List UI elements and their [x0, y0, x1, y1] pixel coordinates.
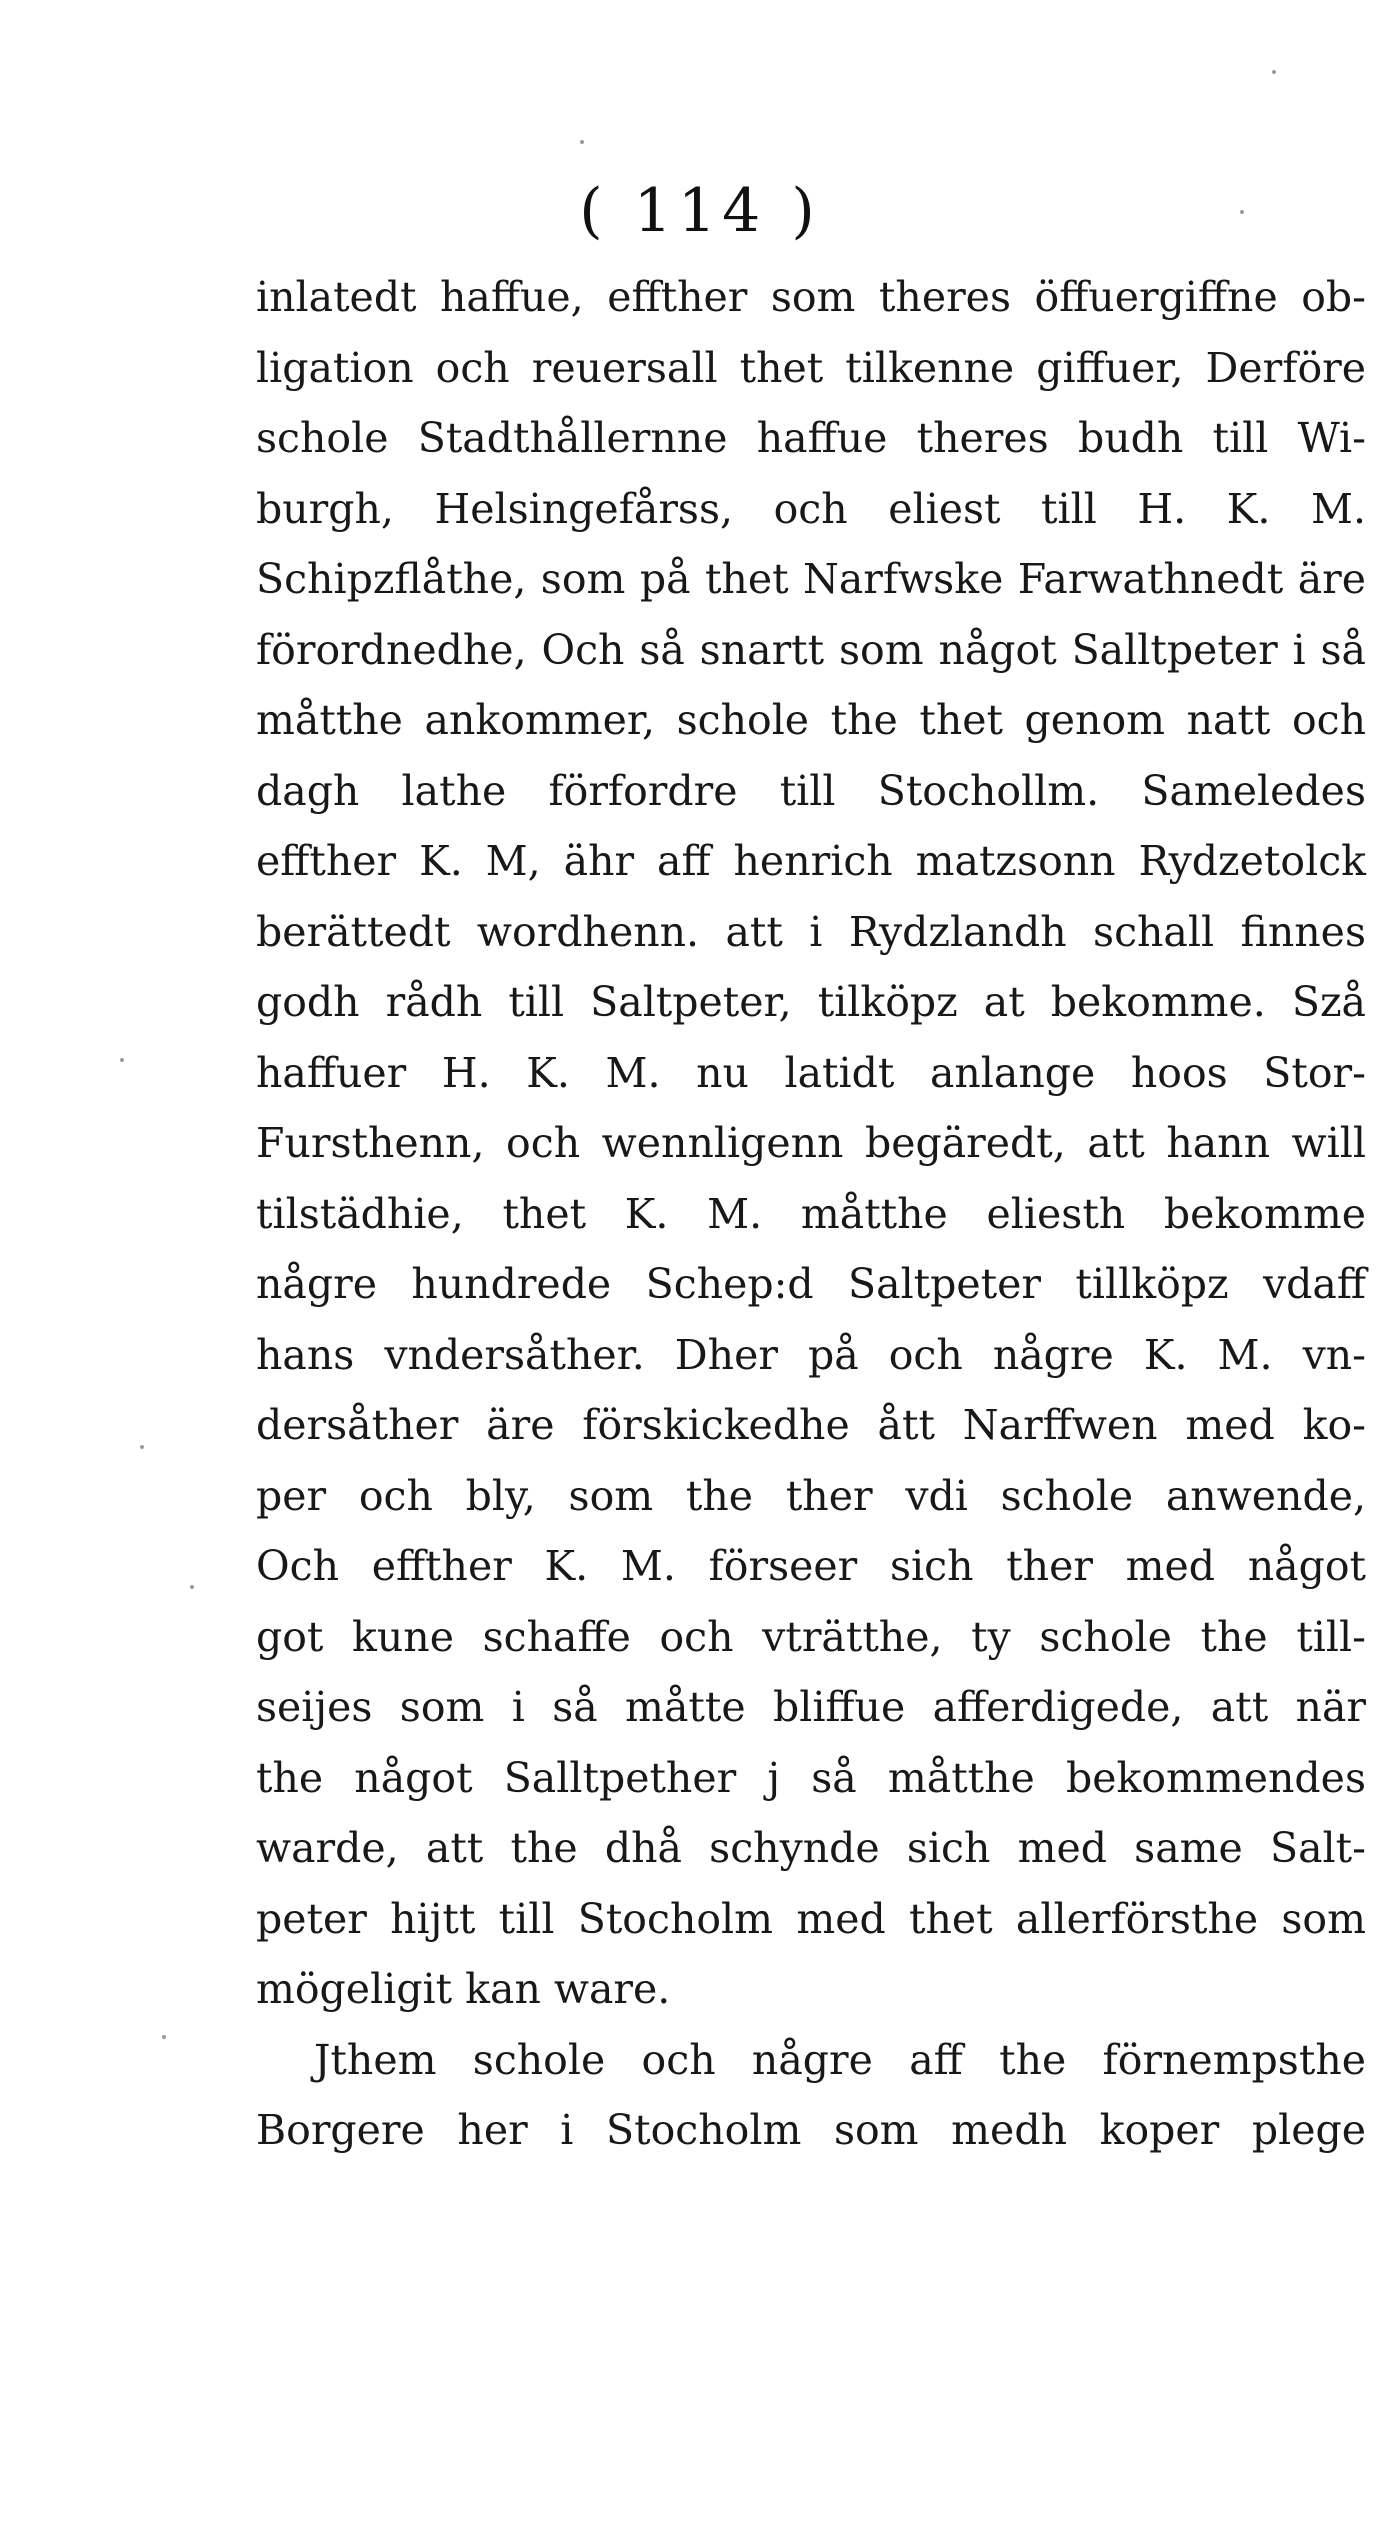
- scan-speck: [580, 140, 584, 144]
- text-line: mögeligit kan ware.: [256, 1965, 671, 2013]
- text-line: Jthem schole och någre aff the förnempsthe: [314, 2035, 1366, 2084]
- scan-speck: [1272, 70, 1276, 74]
- scan-speck: [190, 1585, 194, 1589]
- text-line: berättedt wordhenn. att i Rydzlandh schall finnes: [256, 907, 1366, 956]
- scan-speck: [162, 2035, 166, 2039]
- text-line: hans vndersåther. Dher på och någre K. M. vn-: [256, 1330, 1366, 1379]
- page-number: ( 114 ): [579, 176, 821, 246]
- text-line: måtthe ankommer, schole the thet genom natt och: [256, 696, 1366, 744]
- text-line: godh rådh till Saltpeter, tilköpz at bekomme. Szå: [256, 978, 1366, 1026]
- text-line: ligation och reuersall thet tilkenne giffuer, Derföre: [256, 343, 1366, 392]
- text-line: Och effther K. M. förseer sich ther med något: [256, 1542, 1366, 1590]
- text-line: någre hundrede Schep:d Saltpeter tillköpz vdaff: [256, 1260, 1366, 1308]
- text-line: seijes som i så måtte bliffue afferdigede, att när: [256, 1683, 1366, 1731]
- scan-speck: [140, 1445, 144, 1449]
- text-line: Borgere her i Stocholm som medh koper plege: [256, 2106, 1366, 2154]
- text-line: tilstädhie, thet K. M. måtthe eliesth bekomme: [256, 1189, 1366, 1238]
- text-line: effther K. M, ähr aff henrich matzsonn Rydzetolck: [256, 837, 1366, 885]
- text-line: Schipzflåthe, som på thet Narfwske Farwathnedt äre: [256, 555, 1366, 603]
- scan-speck: [1240, 210, 1244, 214]
- text-line: per och bly, som the ther vdi schole anwende,: [256, 1471, 1366, 1520]
- scan-speck: [120, 1058, 124, 1062]
- text-line: the något Salltpether j så måtthe bekommendes: [256, 1753, 1366, 1802]
- text-line: dagh lathe förfordre till Stochollm. Sameledes: [256, 766, 1366, 815]
- text-line: haffuer H. K. M. nu latidt anlange hoos Stor-: [256, 1048, 1366, 1097]
- body-text: [256, 262, 1366, 2166]
- text-line: burgh, Helsingefårss, och eliest till H. K. M.: [256, 484, 1366, 533]
- text-line: Fursthenn, och wennligenn begäredt, att hann will: [256, 1119, 1366, 1167]
- text-line: dersåther äre förskickedhe ått Narffwen med ko-: [256, 1401, 1366, 1449]
- text-line: förordnedhe, Och så snartt som något Salltpeter i så: [256, 625, 1366, 674]
- text-line: inlatedt haffue, effther som theres öffuergiffne ob-: [256, 273, 1366, 321]
- text-line: got kune schaffe och vträtthe, ty schole the till-: [256, 1612, 1366, 1661]
- text-line: schole Stadthållernne haffue theres budh till Wi-: [256, 414, 1366, 462]
- text-line: warde, att the dhå schynde sich med same Salt-: [256, 1824, 1366, 1872]
- text-line: peter hijtt till Stocholm med thet allerförsthe som: [256, 1894, 1366, 1943]
